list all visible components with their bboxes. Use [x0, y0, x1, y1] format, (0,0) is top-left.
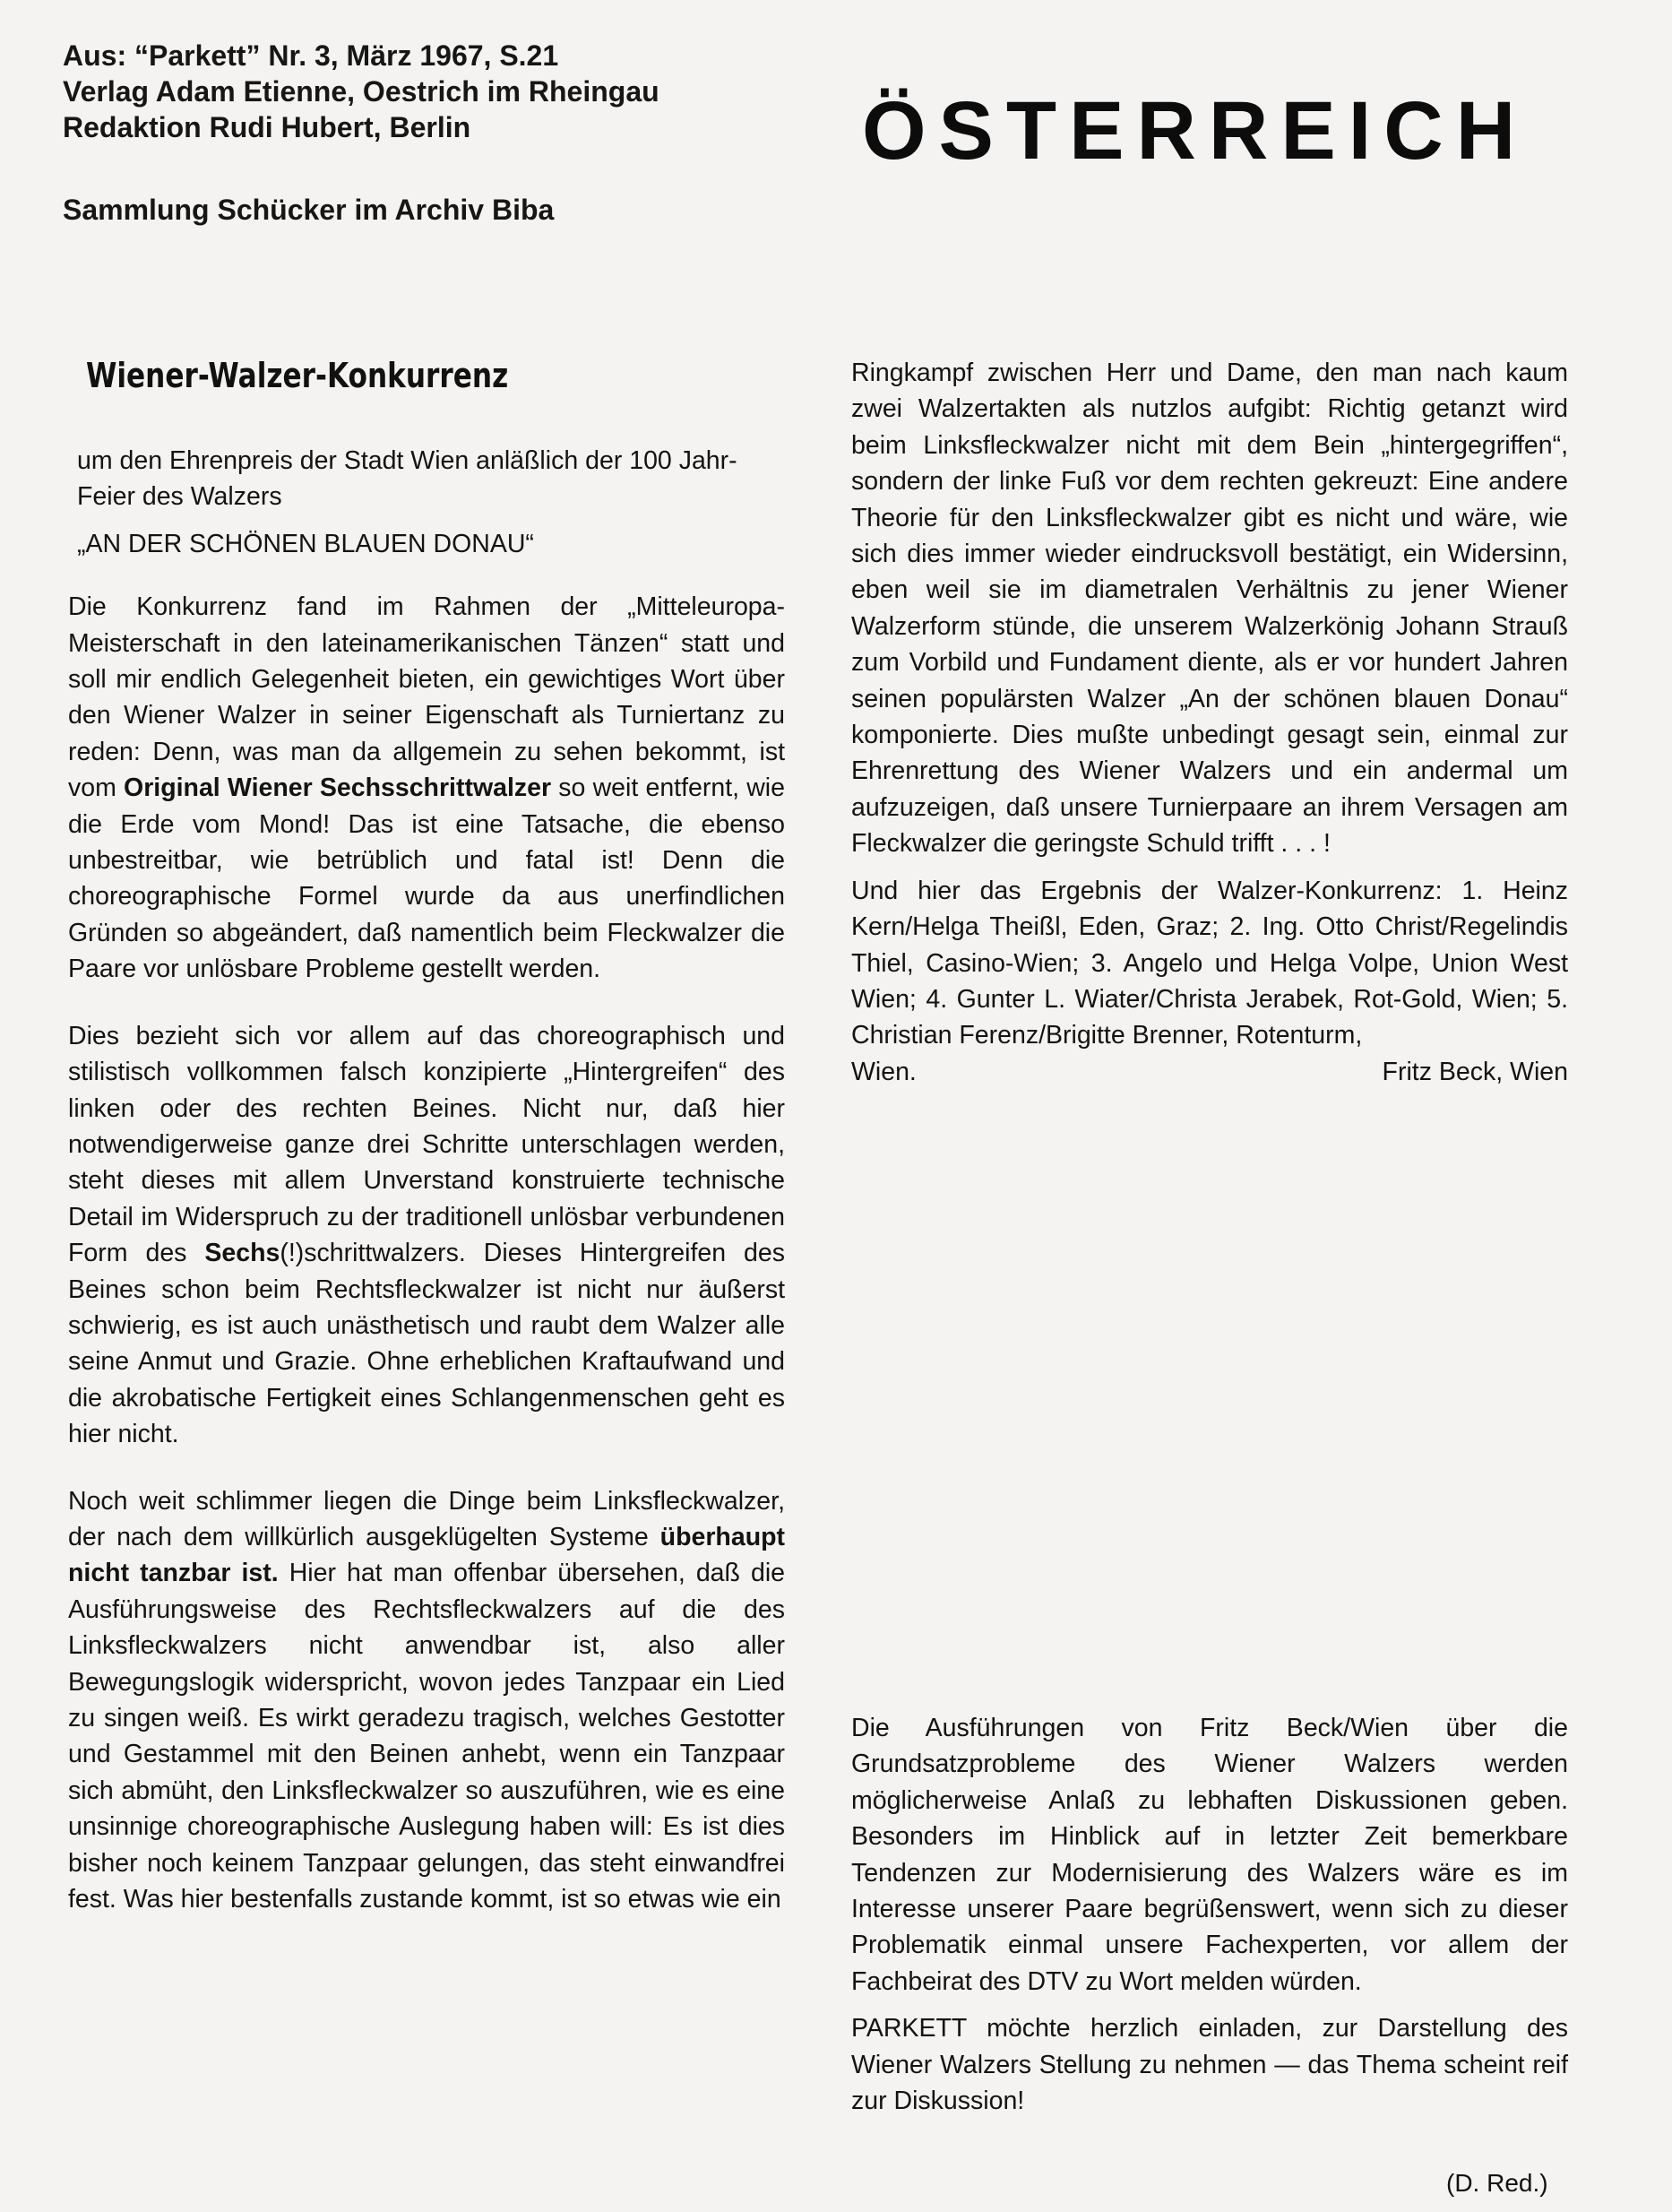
intro-line: um den Ehrenpreis der Stadt Wien anläßlich der 100 Jahr-Feier des Walzers: [77, 446, 737, 512]
paragraph-3-text-b: Hier hat man offenbar übersehen, daß die Ausführungsweise des Rechtsfleckwalzers auf die des Linksfleckwalzers nicht anwendbar ist, also aller Bewegungslogik widerspricht, wovon jedes Tanzpaar ein Lied zu singen weiß. Es wirkt geradezu tragisch, welches Gestotter und Gestammel mit den Beinen anhebt, wenn ein Tanzpaar sich abmüht, den Linksfleckwalzer so auszuführen, wie es eine unsinnige choreographische Auslegung haben will: Es ist dies bisher noch keinem Tanzpaar gelungen, das steht einwandfrei fest. Was hier bestenfalls zustande kommt, ist so etwas wie ein: [68, 1559, 785, 1914]
paragraph-3-emphasis: überhaupt nicht tanzbar ist.: [68, 1522, 785, 1588]
paragraph-2-text-b: (!)schrittwalzers. Dieses Hintergreifen des Beines schon beim Rechtsfleckwalzer ist nicht nur äußerst schwierig, es ist auch unästhetisch und raubt dem Walzer alle seine Anmut und Grazie. Ohne erheblichen Kraftaufwand und die akrobatische Fertigkeit eines Schlangenmenschen geht es hier nicht.: [68, 1239, 785, 1449]
source-citation: [63, 38, 780, 145]
paragraph-2-emphasis: Sechs: [204, 1239, 280, 1268]
paragraph-3-text-a: Noch weit schlimmer liegen die Dinge beim Linksfleckwalzer, der nach dem willkürlich ausgeklügelten Systeme: [68, 1486, 785, 1551]
paragraph-2-text-a: Dies bezieht sich vor allem auf das choreographisch und stilistisch vollkommen falsch konzipierte „Hintergreifen“ des linken oder des rechten Beines. Nicht nur, daß hier notwendigerweise ganze drei Schritte unterschlagen werden, steht dieses mit allem Unverstand konstruierte technische Detail im Widerspruch zu der traditionell unlösbar verbundenen Form des: [68, 1021, 785, 1268]
article-intro: [68, 443, 785, 562]
source-line-magazine: Aus: “Parkett” Nr. 3, März 1967, S.21: [63, 39, 559, 72]
article-headline: Wiener-Walzer-Konkurrenz: [86, 356, 509, 395]
paragraph-1: [68, 589, 785, 987]
collection-note: Sammlung Schücker im Archiv Biba: [63, 194, 555, 226]
paragraph-1-text-a: Die Konkurrenz fand im Rahmen der „Mitteleuropa-Meisterschaft in den lateinamerikanischen Tänzen“ statt und soll mir endlich Gelegenheit bieten, ein gewichtiges Wort über den Wiener Walzer in seiner Eigenschaft als Turniertanz zu reden: Denn, was man da allgemein zu sehen bekommt, ist vom: [68, 592, 785, 803]
article-author: Fritz Beck, Wien: [1382, 1057, 1568, 1086]
paragraph-3: [68, 1483, 785, 1918]
section-title: ÖSTERREICH: [862, 85, 1529, 177]
editorial-paragraph-1: Die Ausführungen von Fritz Beck/Wien über die Grundsatzprobleme des Wiener Walzers werden möglicherweise Anlaß zu lebhaften Diskussionen geben. Besonders im Hinblick auf in letzter Zeit bemerkbare Tendenzen zur Modernisierung des Walzers wäre es im Interesse unserer Paare begrüßenswert, wenn sich zu dieser Problematik einmal unsere Fachexperten, vor allem der Fachbeirat des DTV zu Wort melden würden.: [851, 1714, 1568, 1996]
paragraph-2: [68, 1018, 785, 1453]
paragraph-1-text-b: so weit entfernt, wie die Erde vom Mond! Das ist eine Tatsache, die ebenso unbestreitbar, wie betrüblich und fatal ist! Denn die choreographische Formel wurde da aus unerfindlichen Gründen so abgeändert, daß namentlich beim Fleckwalzer die Paare vor unlösbare Probleme gestellt werden.: [68, 773, 785, 984]
source-line-editor: Redaktion Rudi Hubert, Berlin: [63, 111, 471, 143]
editorial-signature: (D. Red.): [1446, 2169, 1548, 2197]
intro-waltz-title: „AN DER SCHÖNEN BLAUEN DONAU“: [77, 529, 534, 558]
right-column: [851, 355, 1568, 1090]
paragraph-1-emphasis: Original Wiener Sechsschrittwalzer: [124, 773, 552, 803]
editorial-note: [851, 1710, 1568, 2119]
paragraph-4: Ringkampf zwischen Herr und Dame, den man nach kaum zwei Walzertakten als nutzlos aufgibt: Richtig getanzt wird beim Linksfleckwalzer nicht mit dem Bein „hintergegriffen“, sondern der linke Fuß vor dem rechten gekreuzt: Eine andere Theorie für den Linksfleckwalzer gibt es nicht und wäre, wie sich dies immer wieder eindrucksvoll bestätigt, ein Widersinn, eben weil sie im diametralen Verhältnis zu jener Wiener Walzerform stünde, die unserem Walzerkönig Johann Strauß zum Vorbild und Fundament diente, als er vor hundert Jahren seinen populärsten Walzer „An der schönen blauen Donau“ komponierte. Dies mußte unbedingt gesagt sein, einmal zur Ehrenrettung des Wiener Walzers und ein andermal um aufzuzeigen, daß unsere Turnierpaare an ihrem Versagen am Fleckwalzer die geringste Schuld trifft . . . !: [851, 359, 1568, 859]
results-end: Wien.: [851, 1057, 917, 1086]
article-signoff: [851, 1054, 1568, 1090]
editorial-paragraph-2: PARKETT möchte herzlich einladen, zur Darstellung des Wiener Walzers Stellung zu nehmen — das Thema scheint reif zur Diskussion!: [851, 2014, 1568, 2116]
results-paragraph: Und hier das Ergebnis der Walzer-Konkurrenz: 1. Heinz Kern/Helga Theißl, Eden, Graz; 2. Ing. Otto Christ/Regelindis Thiel, Casino-Wien; 3. Angelo und Helga Volpe, Union West Wien; 4. Gunter L. Wiater/Christa Jerabek, Rot-Gold, Wien; 5. Christian Ferenz/Brigitte Brenner, Rotenturm,: [851, 876, 1568, 1050]
left-column: [68, 443, 785, 1917]
source-line-publisher: Verlag Adam Etienne, Oestrich im Rheingau: [63, 75, 659, 108]
